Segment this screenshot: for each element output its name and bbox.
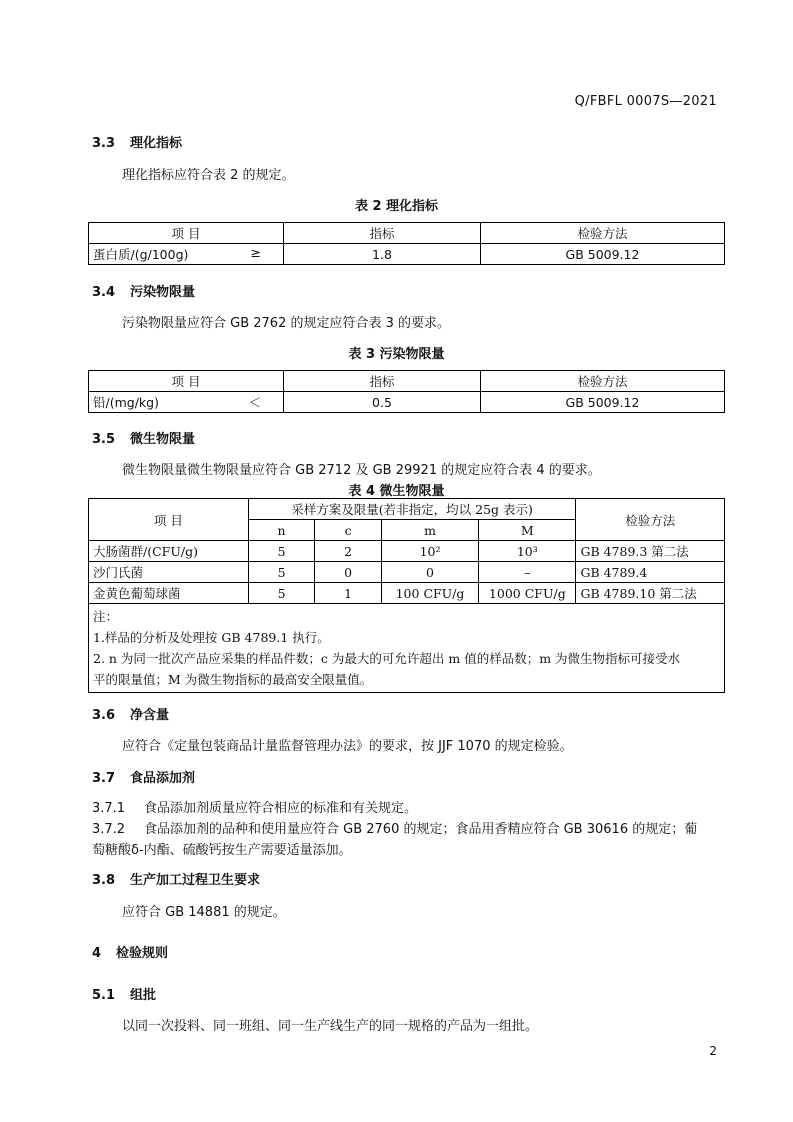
table-cell-item: 大肠菌群/(CFU/g): [89, 541, 249, 562]
table-cell-item: 沙门氏菌: [89, 562, 249, 583]
section-title: 生产加工过程卫生要求: [130, 873, 261, 888]
chapter-4-heading: [92, 942, 168, 961]
table-cell-method: GB 5009.12: [481, 244, 725, 265]
section-5-1-heading: [92, 984, 156, 1003]
table-cell-M: –: [479, 562, 576, 583]
table-cell-m: 10²: [381, 541, 478, 562]
table-cell-m: 100 CFU/g: [381, 583, 478, 604]
comparison-symbol: ≥: [250, 245, 261, 260]
section-3-5-text: 微生物限量微生物限量应符合 GB 2712 及 GB 29921 的规定应符合表 4 的要求。: [122, 463, 601, 478]
table-cell-method: GB 5009.12: [481, 392, 725, 413]
section-number: 3.4: [92, 285, 116, 300]
table-cell-M: 10³: [479, 541, 576, 562]
table-cell-method: GB 4789.3 第二法: [576, 541, 725, 562]
table-subheader-cell: m: [381, 520, 478, 541]
table-header-cell: 指标: [284, 371, 481, 392]
clause-3-7-2-continued: 萄糖酸δ-内酯、硫酸钙按生产需要适量添加。: [92, 843, 352, 858]
table-cell-value: 0.5: [284, 392, 481, 413]
table-subheader-cell: c: [315, 520, 382, 541]
table-header-cell: 检验方法: [481, 223, 725, 244]
page-number: 2: [709, 1044, 717, 1058]
table-header-cell: 检验方法: [576, 499, 725, 541]
table-header-cell: 采样方案及限量(若非指定，均以 25g 表示): [248, 499, 576, 520]
section-number: 3.8: [92, 873, 116, 888]
table-cell-value: 1.8: [284, 244, 481, 265]
table-row: [89, 583, 725, 604]
table-cell-n: 5: [248, 583, 315, 604]
clause-3-7-2: [92, 818, 697, 837]
document-code: Q/FBFL 0007S—2021: [574, 94, 717, 109]
section-number: 3.6: [92, 708, 116, 723]
note-line: 注：: [93, 609, 119, 624]
section-3-8-heading: [92, 869, 260, 888]
item-label: 铅/(mg/kg): [93, 395, 159, 410]
table-cell-m: 0: [381, 562, 478, 583]
table-notes-row: [89, 604, 725, 693]
table-notes: [89, 604, 725, 693]
comparison-symbol: ＜: [248, 395, 261, 410]
chapter-title: 检验规则: [116, 946, 169, 961]
table-cell-c: 2: [315, 541, 382, 562]
section-3-5-heading: [92, 428, 195, 447]
table-cell-M: 1000 CFU/g: [479, 583, 576, 604]
section-number: 3.3: [92, 136, 116, 151]
table-row: [89, 392, 725, 413]
table-cell-n: 5: [248, 541, 315, 562]
table-4-caption: 表 4 微生物限量: [348, 484, 445, 499]
section-number: 5.1: [92, 988, 116, 1003]
table-subheader-cell: n: [248, 520, 315, 541]
section-5-1-text: 以同一次投料、同一班组、同一生产线生产的同一规格的产品为一组批。: [122, 1019, 539, 1034]
note-line: 2. n 为同一批次产品应采集的样品件数；c 为最大的可允许超出 m 值的样品数；m 为微生物指标可接受水: [93, 651, 681, 666]
section-3-8-text: 应符合 GB 14881 的规定。: [122, 905, 286, 920]
note-line: 1.样品的分析及处理按 GB 4789.1 执行。: [93, 630, 330, 645]
section-number: 3.7: [92, 771, 116, 786]
section-number: 3.5: [92, 432, 116, 447]
section-3-7-heading: [92, 767, 195, 786]
section-3-6-heading: [92, 704, 169, 723]
table-cell-item: [89, 392, 284, 413]
table-cell-item: 金黄色葡萄球菌: [89, 583, 249, 604]
section-3-4-text: 污染物限量应符合 GB 2762 的规定应符合表 3 的要求。: [122, 316, 451, 331]
table-header-cell: 项 目: [89, 499, 249, 541]
section-3-4-heading: [92, 281, 195, 300]
table-cell-method: GB 4789.4: [576, 562, 725, 583]
table-cell-method: GB 4789.10 第二法: [576, 583, 725, 604]
table-cell-item: [89, 244, 284, 265]
table-header-cell: 项 目: [89, 223, 284, 244]
table-row: [89, 541, 725, 562]
table-cell-c: 1: [315, 583, 382, 604]
section-3-3-text: 理化指标应符合表 2 的规定。: [122, 168, 295, 183]
section-title: 污染物限量: [130, 285, 196, 300]
table-4: [88, 498, 725, 693]
note-line: 平的限量值；M 为微生物指标的最高安全限量值。: [93, 672, 373, 687]
table-header-cell: 指标: [284, 223, 481, 244]
table-cell-n: 5: [248, 562, 315, 583]
clause-number: 3.7.2: [92, 822, 126, 837]
section-title: 净含量: [130, 708, 170, 723]
clause-text: 食品添加剂的品种和使用量应符合 GB 2760 的规定；食品用香精应符合 GB 30616 的规定；葡: [144, 822, 698, 837]
chapter-number: 4: [92, 946, 102, 961]
section-3-3-heading: [92, 132, 182, 151]
section-3-6-text: 应符合《定量包装商品计量监督管理办法》的要求，按 JJF 1070 的规定检验。: [122, 739, 573, 754]
table-2-caption: 表 2 理化指标: [354, 199, 439, 214]
table-row: [89, 562, 725, 583]
clause-number: 3.7.1: [92, 801, 126, 816]
clause-3-7-1: [92, 797, 417, 816]
section-title: 组批: [130, 988, 157, 1003]
table-3-caption: 表 3 污染物限量: [348, 347, 445, 362]
table-header-cell: 项 目: [89, 371, 284, 392]
table-3: [88, 370, 725, 413]
clause-text: 食品添加剂质量应符合相应的标准和有关规定。: [144, 801, 418, 816]
table-cell-c: 0: [315, 562, 382, 583]
table-2: [88, 222, 725, 265]
section-title: 理化指标: [130, 136, 183, 151]
item-label: 蛋白质/(g/100g): [93, 247, 189, 262]
table-subheader-cell: M: [479, 520, 576, 541]
section-title: 微生物限量: [130, 432, 196, 447]
section-title: 食品添加剂: [130, 771, 196, 786]
table-header-cell: 检验方法: [481, 371, 725, 392]
table-row: [89, 244, 725, 265]
